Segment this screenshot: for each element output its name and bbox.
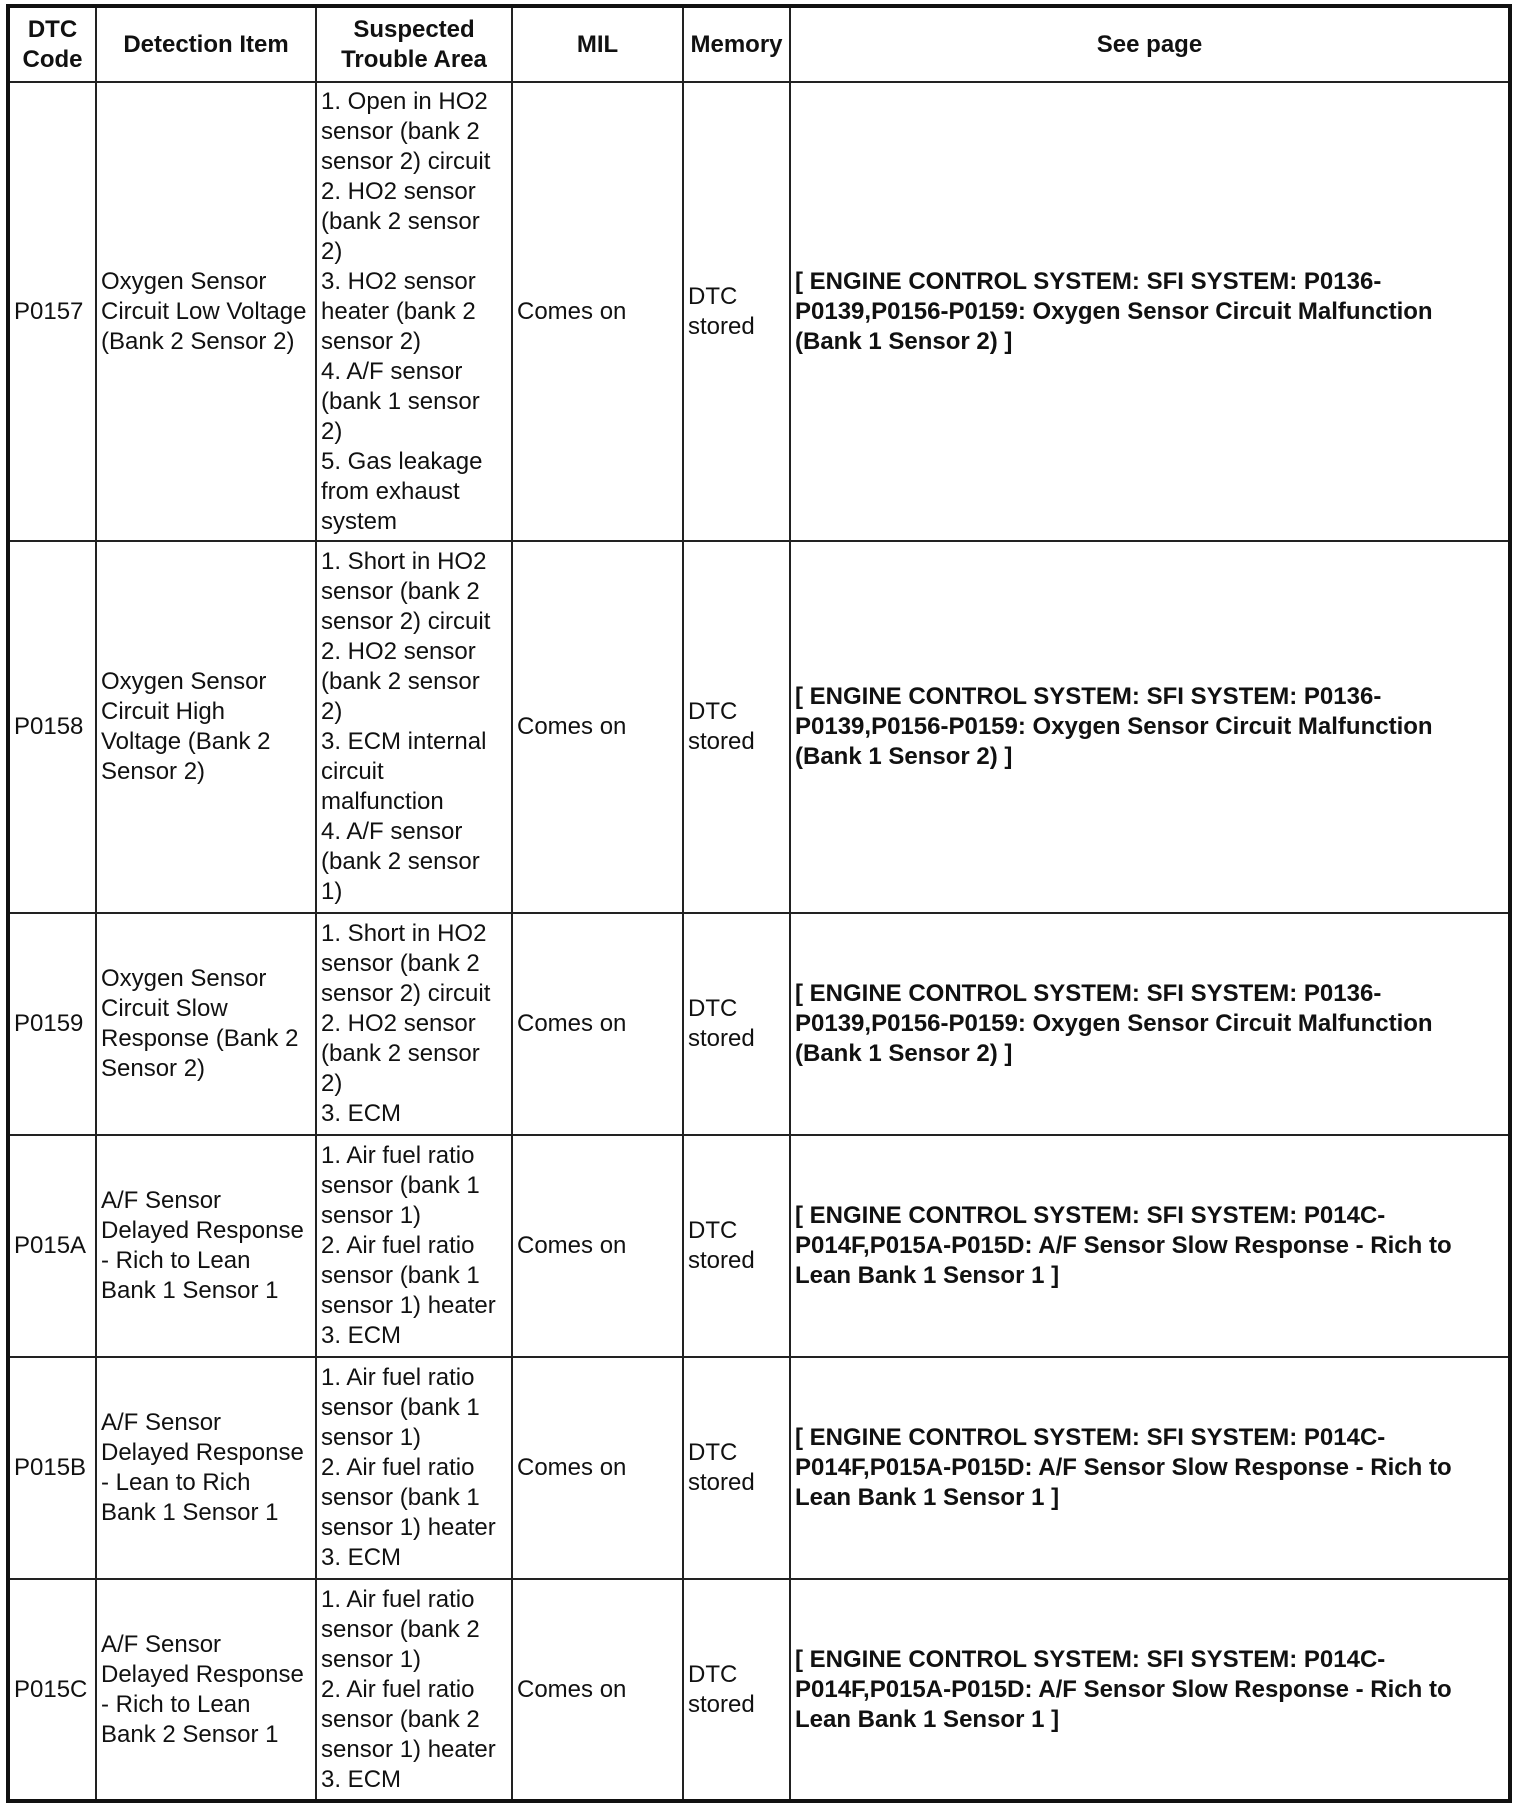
suspected-trouble-area-cell: 1. Air fuel ratio sensor (bank 1 sensor 1) 2. Air fuel ratio sensor (bank 1 sensor 1) heater 3. ECM <box>316 1357 512 1579</box>
suspected-trouble-area-cell: 1. Air fuel ratio sensor (bank 1 sensor 1) 2. Air fuel ratio sensor (bank 1 sensor 1) heater 3. ECM <box>316 1135 512 1357</box>
table-row <box>8 1357 1510 1579</box>
memory-cell: DTC stored <box>683 82 790 541</box>
dtc-table-container <box>6 4 1506 1802</box>
table-header-row <box>8 6 1510 82</box>
detection-item-cell: Oxygen Sensor Circuit Low Voltage (Bank 2 Sensor 2) <box>96 82 316 541</box>
memory-cell: DTC stored <box>683 1579 790 1801</box>
see-page-link[interactable]: [ ENGINE CONTROL SYSTEM: SFI SYSTEM: P0136-P0139,P0156-P0159: Oxygen Sensor Circuit Malfunction (Bank 1 Sensor 2) ] <box>790 541 1510 913</box>
header-suspected-trouble-area: Suspected Trouble Area <box>316 6 512 82</box>
suspected-trouble-area-cell: 1. Air fuel ratio sensor (bank 2 sensor 1) 2. Air fuel ratio sensor (bank 2 sensor 1) heater 3. ECM <box>316 1579 512 1801</box>
memory-cell: DTC stored <box>683 913 790 1135</box>
dtc-table <box>6 4 1512 1803</box>
table-row <box>8 82 1510 541</box>
detection-item-cell: A/F Sensor Delayed Response - Lean to Rich Bank 1 Sensor 1 <box>96 1357 316 1579</box>
table-row <box>8 1135 1510 1357</box>
table-row <box>8 913 1510 1135</box>
header-dtc-code: DTC Code <box>8 6 96 82</box>
see-page-link[interactable]: [ ENGINE CONTROL SYSTEM: SFI SYSTEM: P014C-P014F,P015A-P015D: A/F Sensor Slow Response - Rich to Lean Bank 1 Sensor 1 ] <box>790 1357 1510 1579</box>
header-detection-item: Detection Item <box>96 6 316 82</box>
mil-cell: Comes on <box>512 82 683 541</box>
dtc-code-cell: P015A <box>8 1135 96 1357</box>
see-page-link[interactable]: [ ENGINE CONTROL SYSTEM: SFI SYSTEM: P0136-P0139,P0156-P0159: Oxygen Sensor Circuit Malfunction (Bank 1 Sensor 2) ] <box>790 82 1510 541</box>
suspected-trouble-area-cell: 1. Open in HO2 sensor (bank 2 sensor 2) circuit 2. HO2 sensor (bank 2 sensor 2) 3. HO2 sensor heater (bank 2 sensor 2) 4. A/F sensor (bank 1 sensor 2) 5. Gas leakage from exhaust system <box>316 82 512 541</box>
header-mil: MIL <box>512 6 683 82</box>
mil-cell: Comes on <box>512 1135 683 1357</box>
dtc-code-cell: P0157 <box>8 82 96 541</box>
see-page-link[interactable]: [ ENGINE CONTROL SYSTEM: SFI SYSTEM: P014C-P014F,P015A-P015D: A/F Sensor Slow Response - Rich to Lean Bank 1 Sensor 1 ] <box>790 1135 1510 1357</box>
mil-cell: Comes on <box>512 1579 683 1801</box>
table-row <box>8 541 1510 913</box>
mil-cell: Comes on <box>512 913 683 1135</box>
detection-item-cell: Oxygen Sensor Circuit High Voltage (Bank 2 Sensor 2) <box>96 541 316 913</box>
mil-cell: Comes on <box>512 541 683 913</box>
header-see-page: See page <box>790 6 1510 82</box>
detection-item-cell: A/F Sensor Delayed Response - Rich to Lean Bank 1 Sensor 1 <box>96 1135 316 1357</box>
suspected-trouble-area-cell: 1. Short in HO2 sensor (bank 2 sensor 2) circuit 2. HO2 sensor (bank 2 sensor 2) 3. ECM internal circuit malfunction 4. A/F sensor (bank 2 sensor 1) <box>316 541 512 913</box>
see-page-link[interactable]: [ ENGINE CONTROL SYSTEM: SFI SYSTEM: P014C-P014F,P015A-P015D: A/F Sensor Slow Response - Rich to Lean Bank 1 Sensor 1 ] <box>790 1579 1510 1801</box>
memory-cell: DTC stored <box>683 1135 790 1357</box>
mil-cell: Comes on <box>512 1357 683 1579</box>
memory-cell: DTC stored <box>683 541 790 913</box>
header-memory: Memory <box>683 6 790 82</box>
memory-cell: DTC stored <box>683 1357 790 1579</box>
suspected-trouble-area-cell: 1. Short in HO2 sensor (bank 2 sensor 2) circuit 2. HO2 sensor (bank 2 sensor 2) 3. ECM <box>316 913 512 1135</box>
dtc-code-cell: P015C <box>8 1579 96 1801</box>
detection-item-cell: Oxygen Sensor Circuit Slow Response (Bank 2 Sensor 2) <box>96 913 316 1135</box>
dtc-code-cell: P0159 <box>8 913 96 1135</box>
dtc-code-cell: P015B <box>8 1357 96 1579</box>
see-page-link[interactable]: [ ENGINE CONTROL SYSTEM: SFI SYSTEM: P0136-P0139,P0156-P0159: Oxygen Sensor Circuit Malfunction (Bank 1 Sensor 2) ] <box>790 913 1510 1135</box>
detection-item-cell: A/F Sensor Delayed Response - Rich to Lean Bank 2 Sensor 1 <box>96 1579 316 1801</box>
dtc-code-cell: P0158 <box>8 541 96 913</box>
table-row <box>8 1579 1510 1801</box>
